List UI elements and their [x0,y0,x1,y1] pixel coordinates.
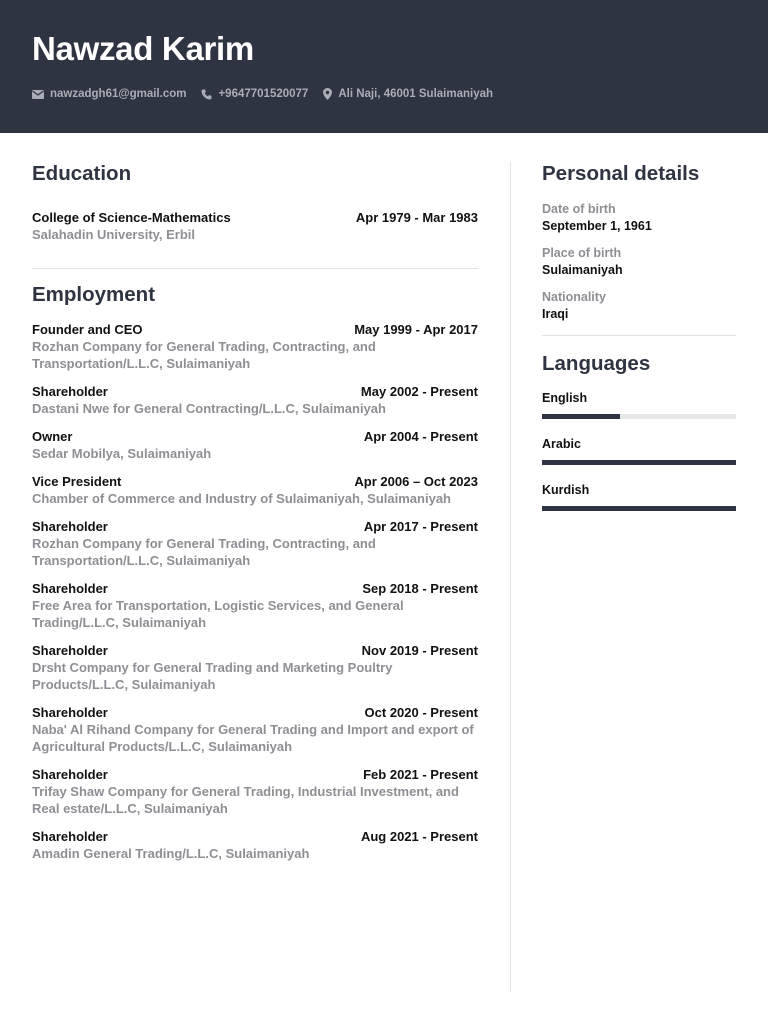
email-text: nawzadgh61@gmail.com [50,88,187,100]
main-column [32,162,478,874]
language-item [542,391,736,419]
job-role: Shareholder [32,829,108,844]
phone-icon [201,89,212,100]
job-dates: Sep 2018 - Present [362,581,478,596]
job-head [32,322,478,337]
job-company: Free Area for Transportation, Logistic Services, and General Trading/L.L.C, Sulaimaniyah [32,598,404,630]
personal-detail-value: Iraqi [542,307,569,321]
job-head [32,767,478,782]
employment-title: Employment [32,283,156,306]
language-level-fill [542,414,620,419]
section-divider [542,335,736,336]
personal-detail-value: Sulaimaniyah [542,263,623,277]
employment-section [32,283,478,862]
job-entry [32,322,478,372]
personal-details-list [542,202,736,321]
job-head [32,643,478,658]
job-entry [32,581,478,631]
education-dates: Apr 1979 - Mar 1983 [355,210,478,225]
candidate-name: Nawzad Karim [32,30,254,67]
job-role: Shareholder [32,705,108,720]
job-role: Shareholder [32,643,108,658]
job-head [32,829,478,844]
education-entry [32,210,478,243]
personal-detail-label: Nationality [542,290,606,304]
job-dates: Oct 2020 - Present [364,705,478,720]
job-role: Shareholder [32,581,108,596]
job-company: Naba' Al Rihand Company for General Trading and Import and export of Agricultural Products/L.L.C, Sulaimaniyah [32,722,474,754]
language-level-fill [542,506,736,511]
phone-text: +9647701520077 [218,88,309,100]
job-head [32,519,478,534]
job-head [32,581,478,596]
personal-detail-value: September 1, 1961 [542,219,652,233]
contact-phone[interactable] [201,88,308,100]
language-name: English [542,391,588,405]
job-company: Rozhan Company for General Trading, Contracting, and Transportation/L.L.C, Sulaimaniyah [32,536,376,568]
job-entry [32,705,478,755]
job-entry [32,429,478,462]
languages-title: Languages [542,352,651,375]
resume-header [0,0,768,133]
education-entry-head [32,210,478,225]
personal-detail-label: Date of birth [542,202,616,216]
education-section [32,162,478,243]
job-company: Drsht Company for General Trading and Marketing Poultry Products/L.L.C, Sulaimaniyah [32,660,393,692]
side-column [542,162,736,529]
personal-detail-label: Place of birth [542,246,622,260]
job-list [32,322,478,862]
job-dates: Aug 2021 - Present [360,829,478,844]
language-level-bar [542,506,736,511]
map-pin-icon [323,88,332,100]
job-dates: May 1999 - Apr 2017 [354,322,478,337]
job-head [32,474,478,489]
personal-details-title: Personal details [542,162,700,185]
job-company: Amadin General Trading/L.L.C, Sulaimaniyah [32,846,310,861]
job-role: Vice President [32,474,122,489]
job-role: Founder and CEO [32,322,143,337]
languages-section [542,352,736,511]
education-title: Education [32,162,132,185]
job-role: Owner [32,429,73,444]
job-company: Sedar Mobilya, Sulaimaniyah [32,446,212,461]
address-text: Ali Naji, 46001 Sulaimaniyah [338,88,494,100]
job-dates: Apr 2004 - Present [363,429,478,444]
job-head [32,705,478,720]
column-divider [510,162,511,992]
language-item [542,483,736,511]
personal-detail-item [542,202,736,233]
language-level-fill [542,460,736,465]
language-level-bar [542,414,736,419]
personal-details-section [542,162,736,321]
job-entry [32,384,478,417]
language-item [542,437,736,465]
job-entry [32,829,478,862]
language-name: Arabic [542,437,581,451]
section-divider [32,268,478,269]
job-dates: Apr 2017 - Present [363,519,478,534]
job-dates: May 2002 - Present [360,384,478,399]
job-company: Rozhan Company for General Trading, Contracting, and Transportation/L.L.C, Sulaimaniyah [32,339,376,371]
institution: Salahadin University, Erbil [32,227,196,242]
job-company: Chamber of Commerce and Industry of Sulaimaniyah, Sulaimaniyah [32,491,451,506]
language-name: Kurdish [542,483,590,497]
personal-detail-item [542,246,736,277]
job-company: Trifay Shaw Company for General Trading, Industrial Investment, and Real estate/L.L.C, Sulaimaniyah [32,784,459,816]
job-entry [32,519,478,569]
language-list [542,391,736,511]
contact-address [323,88,493,100]
job-entry [32,767,478,817]
job-role: Shareholder [32,767,108,782]
job-company: Dastani Nwe for General Contracting/L.L.C, Sulaimaniyah [32,401,386,416]
job-role: Shareholder [32,519,108,534]
envelope-icon [32,90,44,99]
degree: College of Science-Mathematics [32,210,231,225]
personal-detail-item [542,290,736,321]
job-head [32,429,478,444]
job-dates: Feb 2021 - Present [363,767,478,782]
job-role: Shareholder [32,384,108,399]
job-dates: Apr 2006 – Oct 2023 [354,474,478,489]
contact-bar [32,88,508,100]
job-entry [32,474,478,507]
contact-email[interactable] [32,88,186,100]
job-entry [32,643,478,693]
job-head [32,384,478,399]
job-dates: Nov 2019 - Present [361,643,478,658]
language-level-bar [542,460,736,465]
